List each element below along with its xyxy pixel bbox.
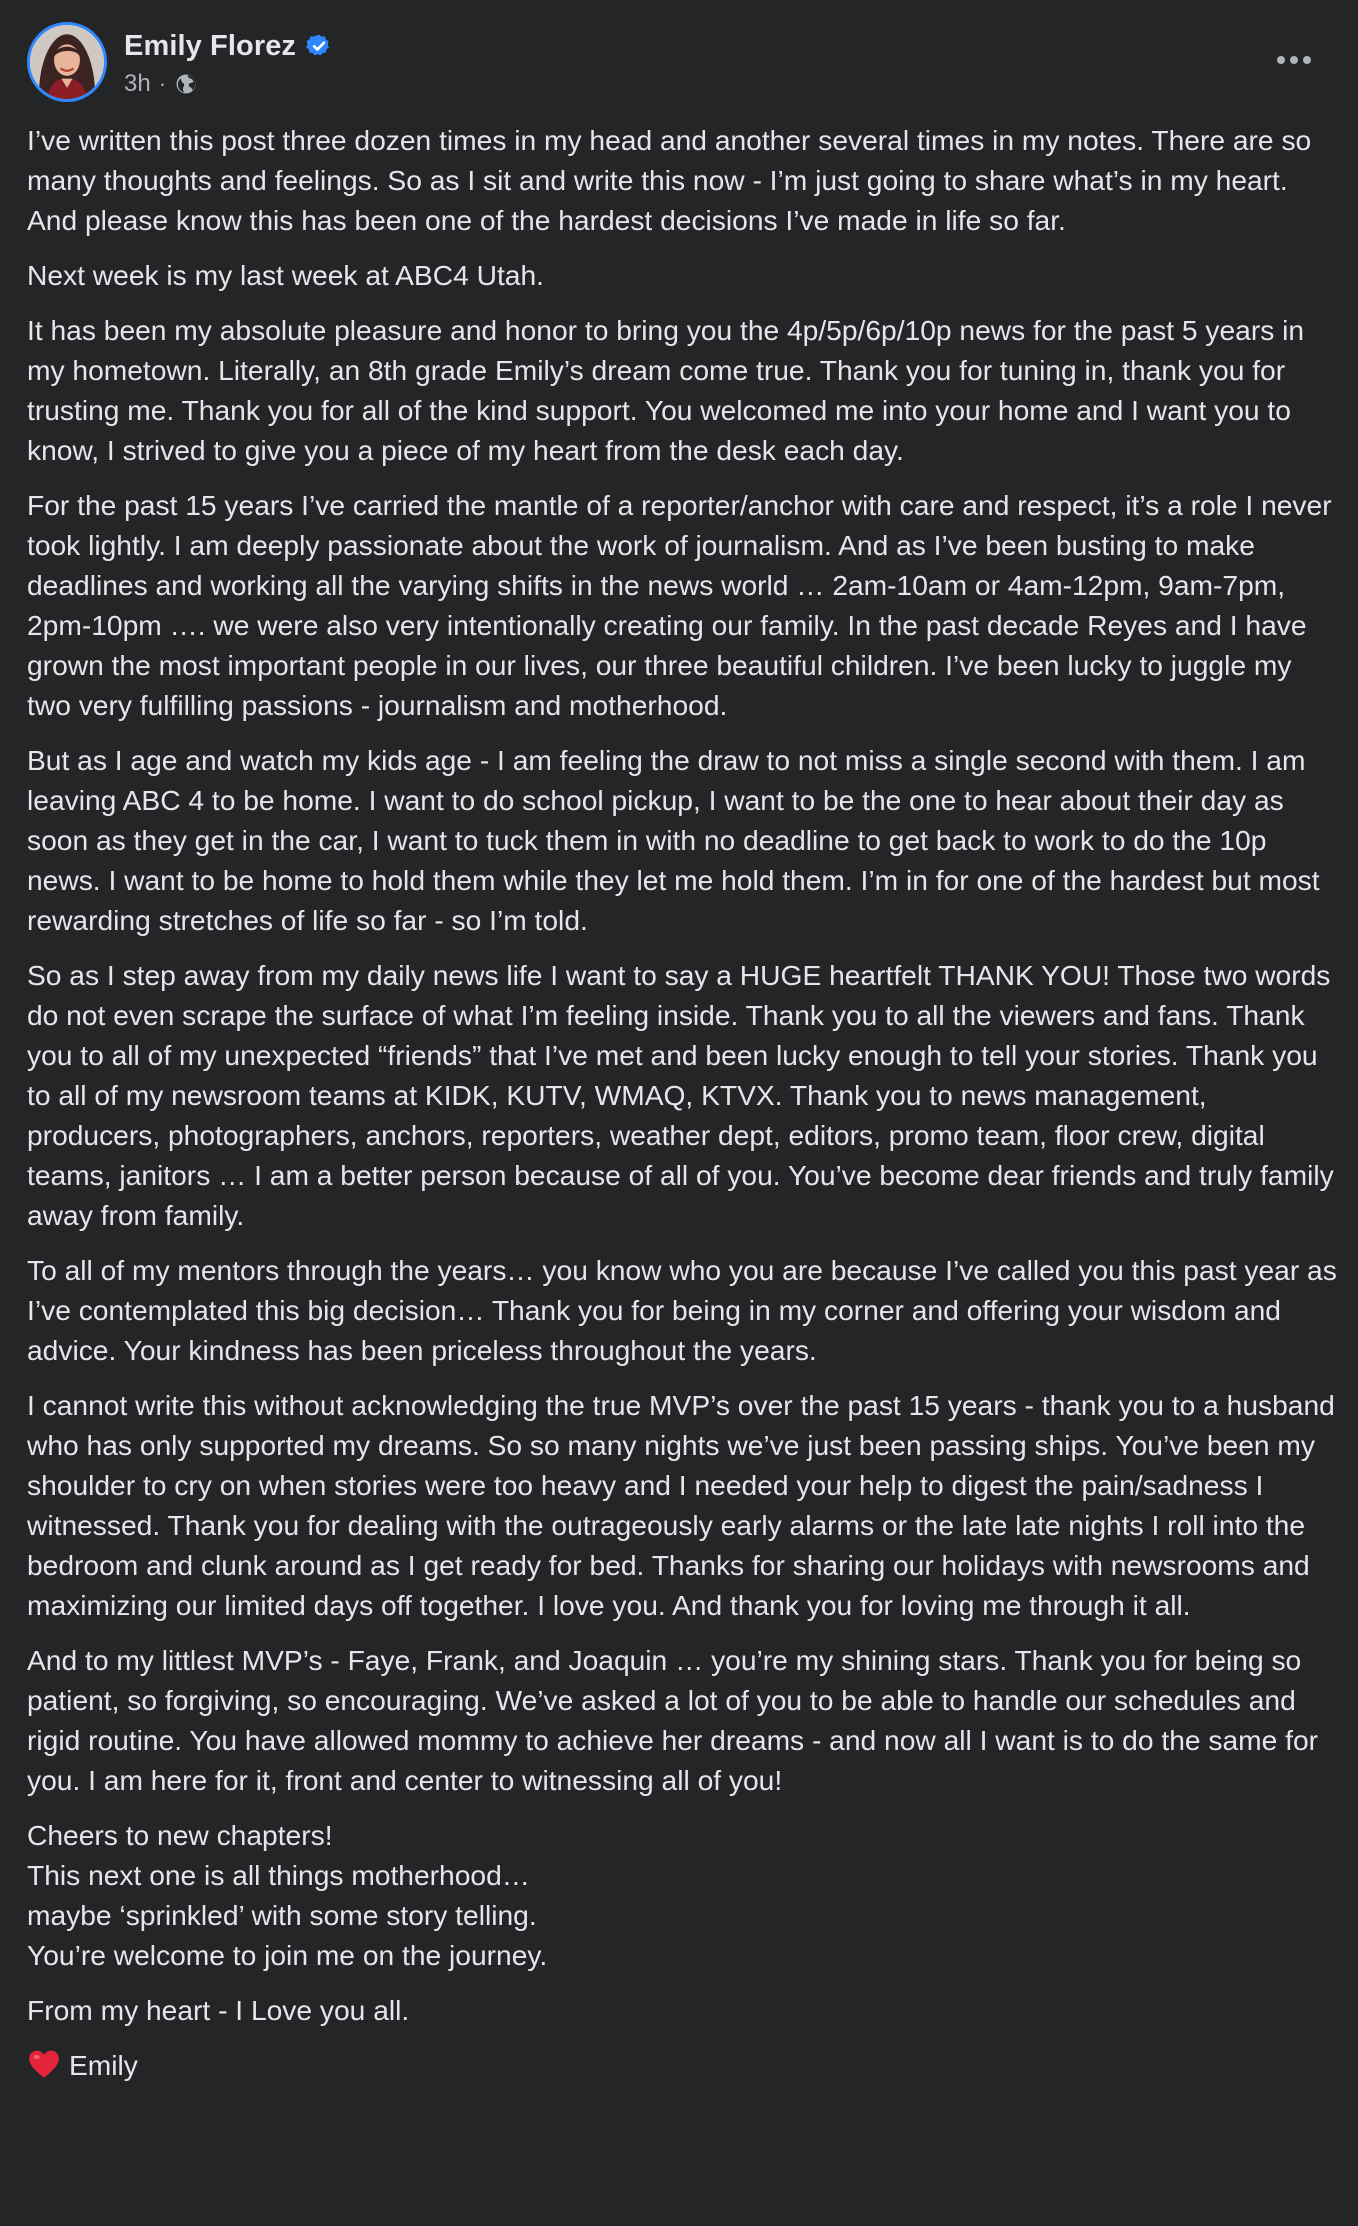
post-paragraph: So as I step away from my daily news life I want to say a HUGE heartfelt THANK YOU! Those two words do not even scrape the surface of what I’m feeling inside. Thank you to all the viewers and fans. Thank you to all of my unexpected “friends” that I’ve met and been lucky enough to tell your stories. Thank you to all of my newsroom teams at KIDK, KUTV, WMAQ, KTVX. Thank you to news management, producers, photographers, anchors, reporters, weather dept, editors, promo team, floor crew, digital teams, janitors … I am a better person because of all of you. You’ve become dear friends and truly family away from family. — [27, 959, 1334, 1231]
post-paragraph: To all of my mentors through the years… you know who you are because I’ve called you this past year as I’ve contemplated this big decision… Thank you for being in my corner and offering your wisdom and advice. Your kindness has been priceless throughout the years. — [27, 1254, 1337, 1366]
post-body — [27, 120, 1337, 2085]
author-avatar[interactable] — [27, 22, 107, 102]
post-header — [27, 22, 1327, 106]
post-paragraph: From my heart - I Love you all. — [27, 1994, 410, 2026]
post-paragraph: And to my littlest MVP’s - Faye, Frank, and Joaquin … you’re my shining stars. Thank you for being so patient, so forgiving, so encouraging. We’ve asked a lot of you to be able to handle our schedules and rigid routine. You have allowed mommy to achieve her dreams - and now all I want is to do the same for you. I am here for it, front and center to witnessing all of you! — [27, 1644, 1319, 1796]
globe-icon[interactable] — [174, 72, 198, 96]
post-paragraph: It has been my absolute pleasure and honor to bring you the 4p/5p/6p/10p news for the past 5 years in my hometown. Literally, an 8th grade Emily’s dream come true. Thank you for tuning in, thank you for trusting me. Thank you for all of the kind support. You welcomed me into your home and I want you to know, I strived to give you a piece of my heart from the desk each day. — [27, 314, 1305, 466]
post-timestamp[interactable]: 3h — [124, 70, 151, 97]
more-dots-icon — [1277, 56, 1311, 64]
post-paragraph: For the past 15 years I’ve carried the mantle of a reporter/anchor with care and respect, it’s a role I never took lightly. I am deeply passionate about the work of journalism. And as I’ve been busting to make deadlines and working all the varying shifts in the news world … 2am-10am or 4am-12pm, 9am-7pm, 2pm-10pm …. we were also very intentionally creating our family. In the past decade Reyes and I have grown the most important people in our lives, our three beautiful children. I’ve been lucky to juggle my two very fulfilling passions - journalism and motherhood. — [27, 489, 1332, 721]
meta-separator: · — [158, 71, 167, 96]
profile-photo-icon — [30, 25, 104, 99]
author-name[interactable]: Emily Florez — [124, 29, 297, 62]
more-options-button[interactable] — [1266, 40, 1322, 80]
post-paragraph: Next week is my last week at ABC4 Utah. — [27, 259, 544, 291]
red-heart-icon — [27, 2048, 61, 2082]
signoff-name: Emily — [69, 2049, 138, 2081]
author-name-row — [124, 27, 332, 65]
post-paragraph: I cannot write this without acknowledging the true MVP’s over the past 15 years - thank you to a husband who has only supported my dreams. So so many nights we’ve just been passing ships. You’ve been my shoulder to cry on when stories were too heavy and I needed your help to digest the pain/sadness I witnessed. Thank you for dealing with the outrageously early alarms or the late late nights I roll into the bedroom and clunk around as I get ready for bed. Thanks for sharing our holidays with newsrooms and maximizing our limited days off together. I love you. And thank you for loving me through it all. — [27, 1389, 1335, 1621]
post-paragraph: I’ve written this post three dozen times in my head and another several times in my notes. There are so many thoughts and feelings. So as I sit and write this now - I’m just going to share what’s in my heart. And please know this has been one of the hardest decisions I’ve made in life so far. — [27, 124, 1312, 236]
verified-badge-icon — [306, 33, 332, 59]
post-paragraph: But as I age and watch my kids age - I am feeling the draw to not miss a single second with them. I am leaving ABC 4 to be home. I want to do school pickup, I want to be the one to hear about their day as soon as they get in the car, I want to tuck them in with no deadline to get back to work to do the 10p news. I want to be home to hold them while they let me hold them. I’m in for one of the hardest but most rewarding stretches of life so far - so I’m told. — [27, 744, 1320, 936]
post-signoff — [27, 2045, 1337, 2085]
post-paragraph: Cheers to new chapters! This next one is all things motherhood… maybe ‘sprinkled’ with some story telling. You’re welcome to join me on the journey. — [27, 1819, 548, 1971]
post-meta — [124, 68, 198, 100]
